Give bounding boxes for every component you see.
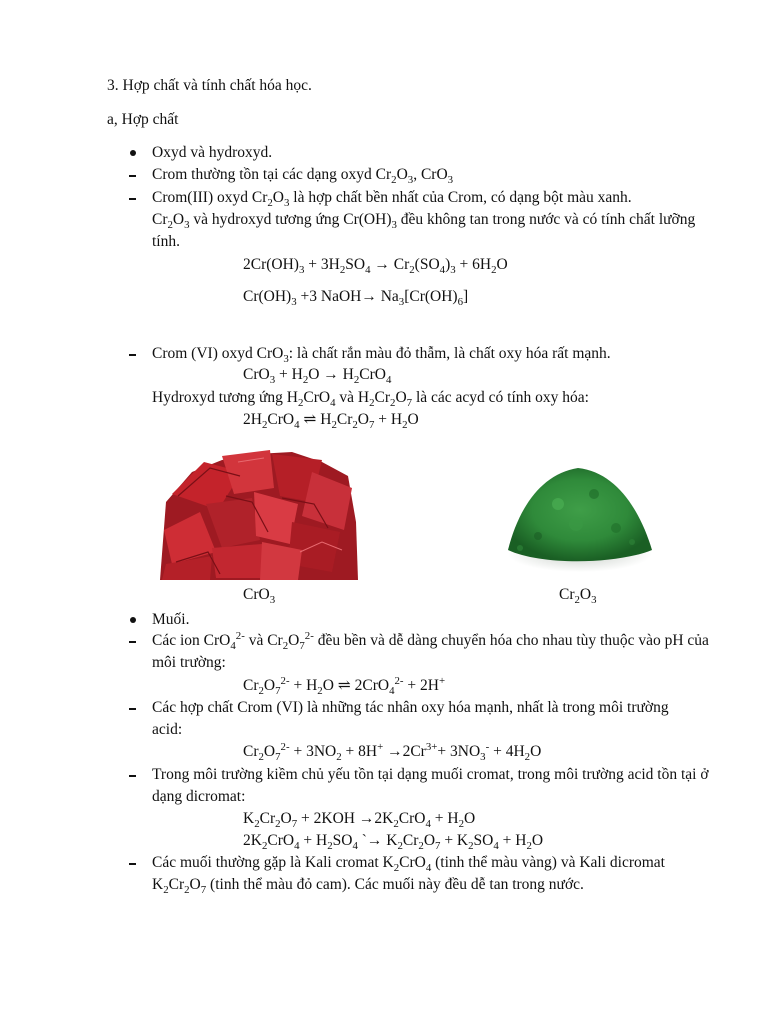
bullet-dot-icon bbox=[130, 150, 136, 156]
cro3-photo bbox=[152, 432, 358, 580]
section-heading: 3. Hợp chất và tính chất hóa học. bbox=[107, 77, 312, 94]
equation-3: $CrO_3 + H_2O \to H_2CrO_4$ bbox=[243, 366, 392, 387]
oxide-line-4: Hydroxyd tương ứng $H_2CrO_4$ và $H_2Cr_2O_7$ là các acyd có tính oxy hóa: bbox=[152, 389, 589, 410]
cr2o3-photo bbox=[498, 432, 660, 580]
dash-icon bbox=[129, 641, 136, 643]
dash-icon bbox=[129, 198, 136, 200]
bullet-dot-icon bbox=[130, 617, 136, 623]
oxide-line-1: Crom thường tồn tại các dạng oxyd $Cr_2O_3$, CrO$_3$ bbox=[152, 166, 454, 187]
salt-line-1: Các ion CrO$_4^{2-}$ và $Cr_2O_7^{2-}$ đều bền và dễ dàng chuyển hóa cho nhau tùy thuộc vào pH của môi trường: bbox=[152, 629, 709, 671]
salt-equation-1: $Cr_2O_7^{2-} + H_2O$ ⇌ 2CrO$_4^{2-}$ + 2H+ bbox=[243, 674, 446, 698]
dash-icon bbox=[129, 863, 136, 865]
salt-line-3: Trong môi trường kiềm chủ yếu tồn tại dạng muối cromat, trong môi trường acid tồn tại ở dạng dicromat: bbox=[152, 766, 709, 805]
equation-4: $2H_2CrO_4$ ⇌ $H_2Cr_2O_7 + H_2O$ bbox=[243, 411, 419, 432]
equation-1: $2Cr(OH)_3 + 3H_2SO_4 \to Cr_2(SO_4)_3 + 6H_2O$ bbox=[243, 256, 508, 277]
dash-icon bbox=[129, 775, 136, 777]
dash-icon bbox=[129, 354, 136, 356]
salt-equation-2: $Cr_2O_7^{2-} + 3NO_2 + 8H^+ \to 2Cr^{3+}+ 3NO_3^- + 4H_2O$ bbox=[243, 740, 542, 764]
salt-equation-4: $2K_2CrO_4 + H_2SO_4$ `→ $K_2Cr_2O_7 + K_2SO_4 + H_2O$ bbox=[243, 832, 544, 853]
oxide-line-2: Crom(III) oxyd $Cr_2O_3$ là hợp chất bền nhất của Crom, có dạng bột màu xanh. $Cr_2O_3$ và hydroxyd tương ứng $Cr(OH)_3$ đều không tan trong nước và có tính chất lưỡng tính. bbox=[152, 189, 696, 250]
equation-2: $Cr(OH)_3 +3$ NaOH→ $Na_3[Cr(OH)_6]$ bbox=[243, 288, 469, 309]
salt-line-4: Các muối thường gặp là Kali cromat $K_2CrO_4$ (tinh thể màu vàng) và Kali dicromat $K_2Cr_2O_7$ (tinh thể màu đỏ cam). Các muối này đều dễ tan trong nước. bbox=[152, 854, 665, 897]
bullet-salt: Muối. bbox=[152, 611, 190, 628]
cro3-caption: CrO$_3$ bbox=[243, 586, 276, 607]
salt-equation-3: $K_2Cr_2O_7 + 2KOH \to 2K_2CrO_4 + H_2O$ bbox=[243, 810, 476, 831]
salt-line-2: Các hợp chất Crom (VI) là những tác nhân oxy hóa mạnh, nhất là trong môi trường acid: bbox=[152, 699, 669, 738]
bullet-oxide: Oxyd và hydroxyd. bbox=[152, 144, 273, 161]
oxide-line-3: Crom (VI) oxyd CrO$_3$: là chất rắn màu đỏ thẫm, là chất oxy hóa rất mạnh. bbox=[152, 345, 611, 366]
dash-icon bbox=[129, 175, 136, 177]
cr2o3-caption: $Cr_2O_3$ bbox=[559, 586, 597, 607]
subheading: a, Hợp chất bbox=[107, 111, 179, 128]
dash-icon bbox=[129, 708, 136, 710]
